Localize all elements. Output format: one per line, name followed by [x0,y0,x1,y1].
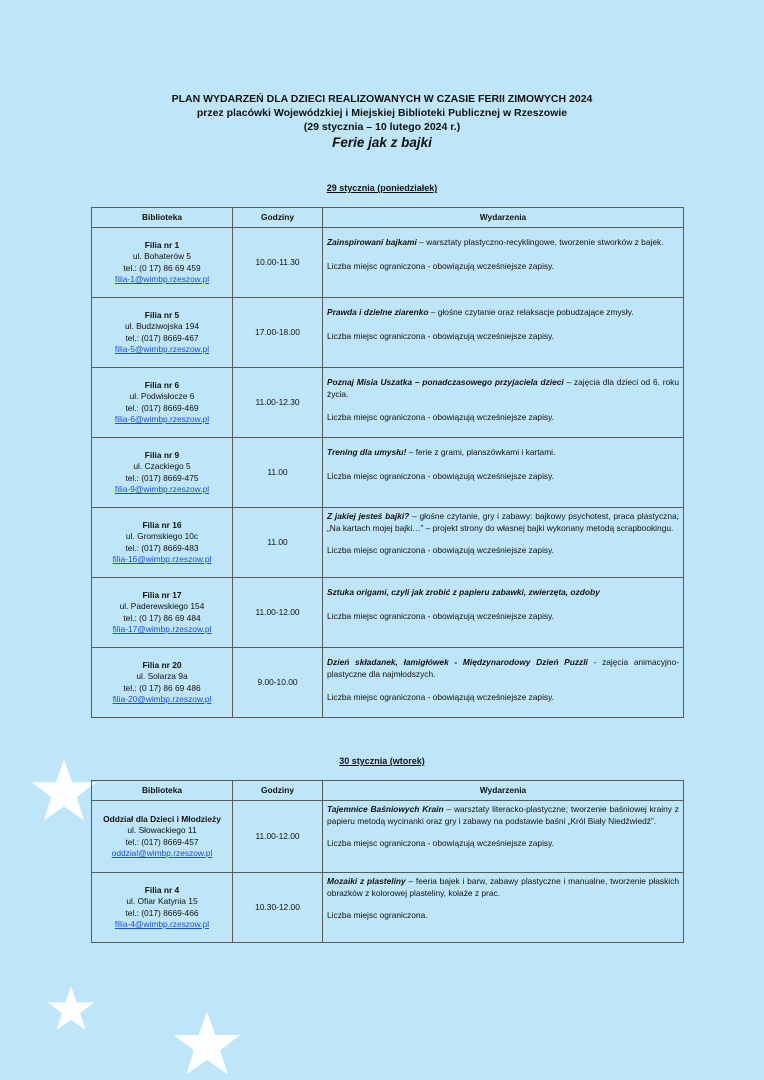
library-address: ul. Budziwojska 194 [124,321,200,331]
library-name: Filia nr 5 [144,309,180,320]
event-cell [323,298,684,368]
library-address: ul. Ofiar Katynia 15 [126,896,198,906]
library-address: ul. Bohaterów 5 [132,251,192,261]
event-description: – ferie z grami, planszówkami i kartami. [406,447,556,457]
library-phone: tel.: (0 17) 86 69 459 [123,262,201,273]
table-row [92,228,684,298]
hours-cell: 10.30-12.00 [233,873,323,943]
library-name: Filia nr 20 [142,659,182,670]
event-cell [323,508,684,578]
library-cell [92,578,233,648]
event-description: - zajęcia animacyjno-plastyczne dla najmłodszych. [327,657,679,679]
event-title: Zainspirowani bajkami [327,237,417,247]
day-2-events-table [91,780,684,943]
header-line-2: przez placówki Wojewódzkiej i Miejskiej Biblioteki Publicznej w Rzeszowie [196,107,568,119]
event-title: Sztuka origami, czyli jak zrobić z papieru zabawki, zwierzęta, ozdoby [327,587,600,597]
event-title: Dzień składanek, łamigłówek - Międzynarodowy Dzień Puzzli [327,657,588,667]
star-decoration-icon [172,1010,242,1076]
event-cell [323,368,684,438]
event-note: Liczba miejsc ograniczona - obowiązują wcześniejsze zapisy. [327,692,555,702]
event-note: Liczba miejsc ograniczona. [327,910,428,920]
hours-cell: 11.00 [233,438,323,508]
library-email-link[interactable]: filia-16@wimbp.rzeszow.pl [112,554,212,564]
hours-cell: 11.00-12.00 [233,801,323,873]
event-note: Liczba miejsc ograniczona - obowiązują wcześniejsze zapisy. [327,412,555,422]
hours-cell: 11.00-12.00 [233,578,323,648]
event-note: Liczba miejsc ograniczona - obowiązują wcześniejsze zapisy. [327,545,555,555]
library-cell [92,438,233,508]
library-name: Filia nr 1 [144,239,180,250]
column-header-events: Wydarzenia [323,781,684,801]
library-phone: tel.: (0 17) 86 69 486 [123,682,201,693]
column-header-events: Wydarzenia [323,208,684,228]
library-phone: tel.: (017) 8669-475 [125,472,199,483]
table-row [92,438,684,508]
library-email-link[interactable]: filia-1@wimbp.rzeszow.pl [114,274,210,284]
event-note: Liczba miejsc ograniczona - obowiązują wcześniejsze zapisy. [327,330,555,341]
library-cell [92,801,233,873]
library-name: Filia nr 4 [144,884,180,895]
library-name: Filia nr 9 [144,449,180,460]
column-header-library: Biblioteka [92,781,233,801]
day-2-date-heading: 30 stycznia (wtorek) [339,756,425,766]
day-1-date-heading: 29 stycznia (poniedziałek) [326,183,438,193]
hours-cell: 11.00 [233,508,323,578]
event-description: – głośne czytanie oraz relaksacje pobudzające zmysły. [428,307,634,317]
library-address: ul. Paderewskiego 154 [119,601,205,611]
library-address: ul. Podwisłocze 6 [129,391,195,401]
library-email-link[interactable]: filia-9@wimbp.rzeszow.pl [114,484,210,494]
event-cell [323,438,684,508]
library-phone: tel.: (017) 8669-457 [125,836,199,847]
hours-cell: 10.00-11.30 [233,228,323,298]
event-note: Liczba miejsc ograniczona - obowiązują wcześniejsze zapisy. [327,610,555,621]
event-description: – głośne czytanie, gry i zabawy: bajkowy psychotest, praca plastyczna; „Na kartach mojej bajki…” – projekt strony do własnej bajki wykonany metodą scrapbookingu. [327,511,680,533]
column-header-library: Biblioteka [92,208,233,228]
event-note: Liczba miejsc ograniczona - obowiązują wcześniejsze zapisy. [327,470,555,481]
library-phone: tel.: (017) 8669-466 [125,907,199,918]
library-name: Filia nr 16 [142,519,182,530]
event-cell [323,578,684,648]
event-cell [323,801,684,873]
library-email-link[interactable]: filia-20@wimbp.rzeszow.pl [112,694,212,704]
event-title: Prawda i dzielne ziarenko [327,307,429,317]
library-cell [92,368,233,438]
header-line-3: (29 stycznia – 10 lutego 2024 r.) [303,121,461,133]
library-phone: tel.: (017) 8669-469 [125,402,199,413]
star-decoration-icon [46,985,96,1031]
hours-cell: 17.00-18.00 [233,298,323,368]
table-row [92,648,684,718]
header-line-1: PLAN WYDARZEŃ DLA DZIECI REALIZOWANYCH W CZASIE FERII ZIMOWYCH 2024 [171,93,593,105]
library-phone: tel.: (017) 8669-483 [125,542,199,553]
event-description: – feeria bajek i barw, zabawy plastyczne i manualne, tworzenie płaskich obrazków z kolorowej plasteliny, kolaże z prac. [327,876,679,898]
event-description: – zajęcia dla dzieci od 6. roku życia. [327,377,679,399]
star-decoration-icon [30,758,98,822]
table-row [92,368,684,438]
event-description: – warsztaty plastyczno-recyklingowe, tworzenie stworków z bajek. [416,237,664,247]
table-header-row [92,208,684,228]
library-address: ul. Czackiego 5 [133,461,191,471]
table-row [92,298,684,368]
library-name: Filia nr 6 [144,379,180,390]
event-cell [323,873,684,943]
table-row [92,873,684,943]
table-header-row [92,781,684,801]
library-phone: tel.: (0 17) 86 69 484 [123,612,201,623]
library-cell [92,648,233,718]
table-row [92,508,684,578]
library-name: Filia nr 17 [142,589,182,600]
hours-cell: 9.00-10.00 [233,648,323,718]
column-header-hours: Godziny [233,781,323,801]
library-phone: tel.: (017) 8669-467 [125,332,199,343]
library-cell [92,873,233,943]
library-name: Oddział dla Dzieci i Młodzieży [103,813,221,824]
day-1-events-table [91,207,684,718]
event-title: Poznaj Misia Uszatka – ponadczasowego przyjaciela dzieci [327,377,564,387]
library-email-link[interactable]: filia-17@wimbp.rzeszow.pl [112,624,212,634]
library-address: ul. Solarza 9a [136,671,188,681]
library-address: ul. Gromskiego 10c [125,531,199,541]
event-cell [323,648,684,718]
event-title: Tajemnice Baśniowych Krain [327,804,444,814]
event-cell [323,228,684,298]
library-cell [92,508,233,578]
library-email-link[interactable]: oddzial@wimbp.rzeszow.pl [111,848,213,858]
library-cell [92,298,233,368]
library-email-link[interactable]: filia-4@wimbp.rzeszow.pl [114,919,210,929]
document-header [0,92,764,152]
library-address: ul. Słowackiego 11 [127,825,197,835]
table-row [92,801,684,873]
table-row [92,578,684,648]
column-header-hours: Godziny [233,208,323,228]
event-description: – warsztaty literacko-plastyczne; tworzenie baśniowej krainy z papieru metodą wycinanki oraz gry i zabawy na podstawie baśni „Król Biały Niedźwiedź”. [327,804,679,826]
event-note: Liczba miejsc ograniczona - obowiązują wcześniejsze zapisy. [327,838,555,848]
event-title: Trening dla umysłu! [327,447,407,457]
hours-cell: 11.00-12.30 [233,368,323,438]
event-title: Z jakiej jesteś bajki? [327,511,410,521]
library-email-link[interactable]: filia-5@wimbp.rzeszow.pl [114,344,210,354]
event-note: Liczba miejsc ograniczona - obowiązują wcześniejsze zapisy. [327,260,555,271]
library-cell [92,228,233,298]
header-subtitle: Ferie jak z bajki [332,135,432,150]
library-email-link[interactable]: filia-6@wimbp.rzeszow.pl [114,414,210,424]
event-title: Mozaiki z plasteliny [327,876,406,886]
